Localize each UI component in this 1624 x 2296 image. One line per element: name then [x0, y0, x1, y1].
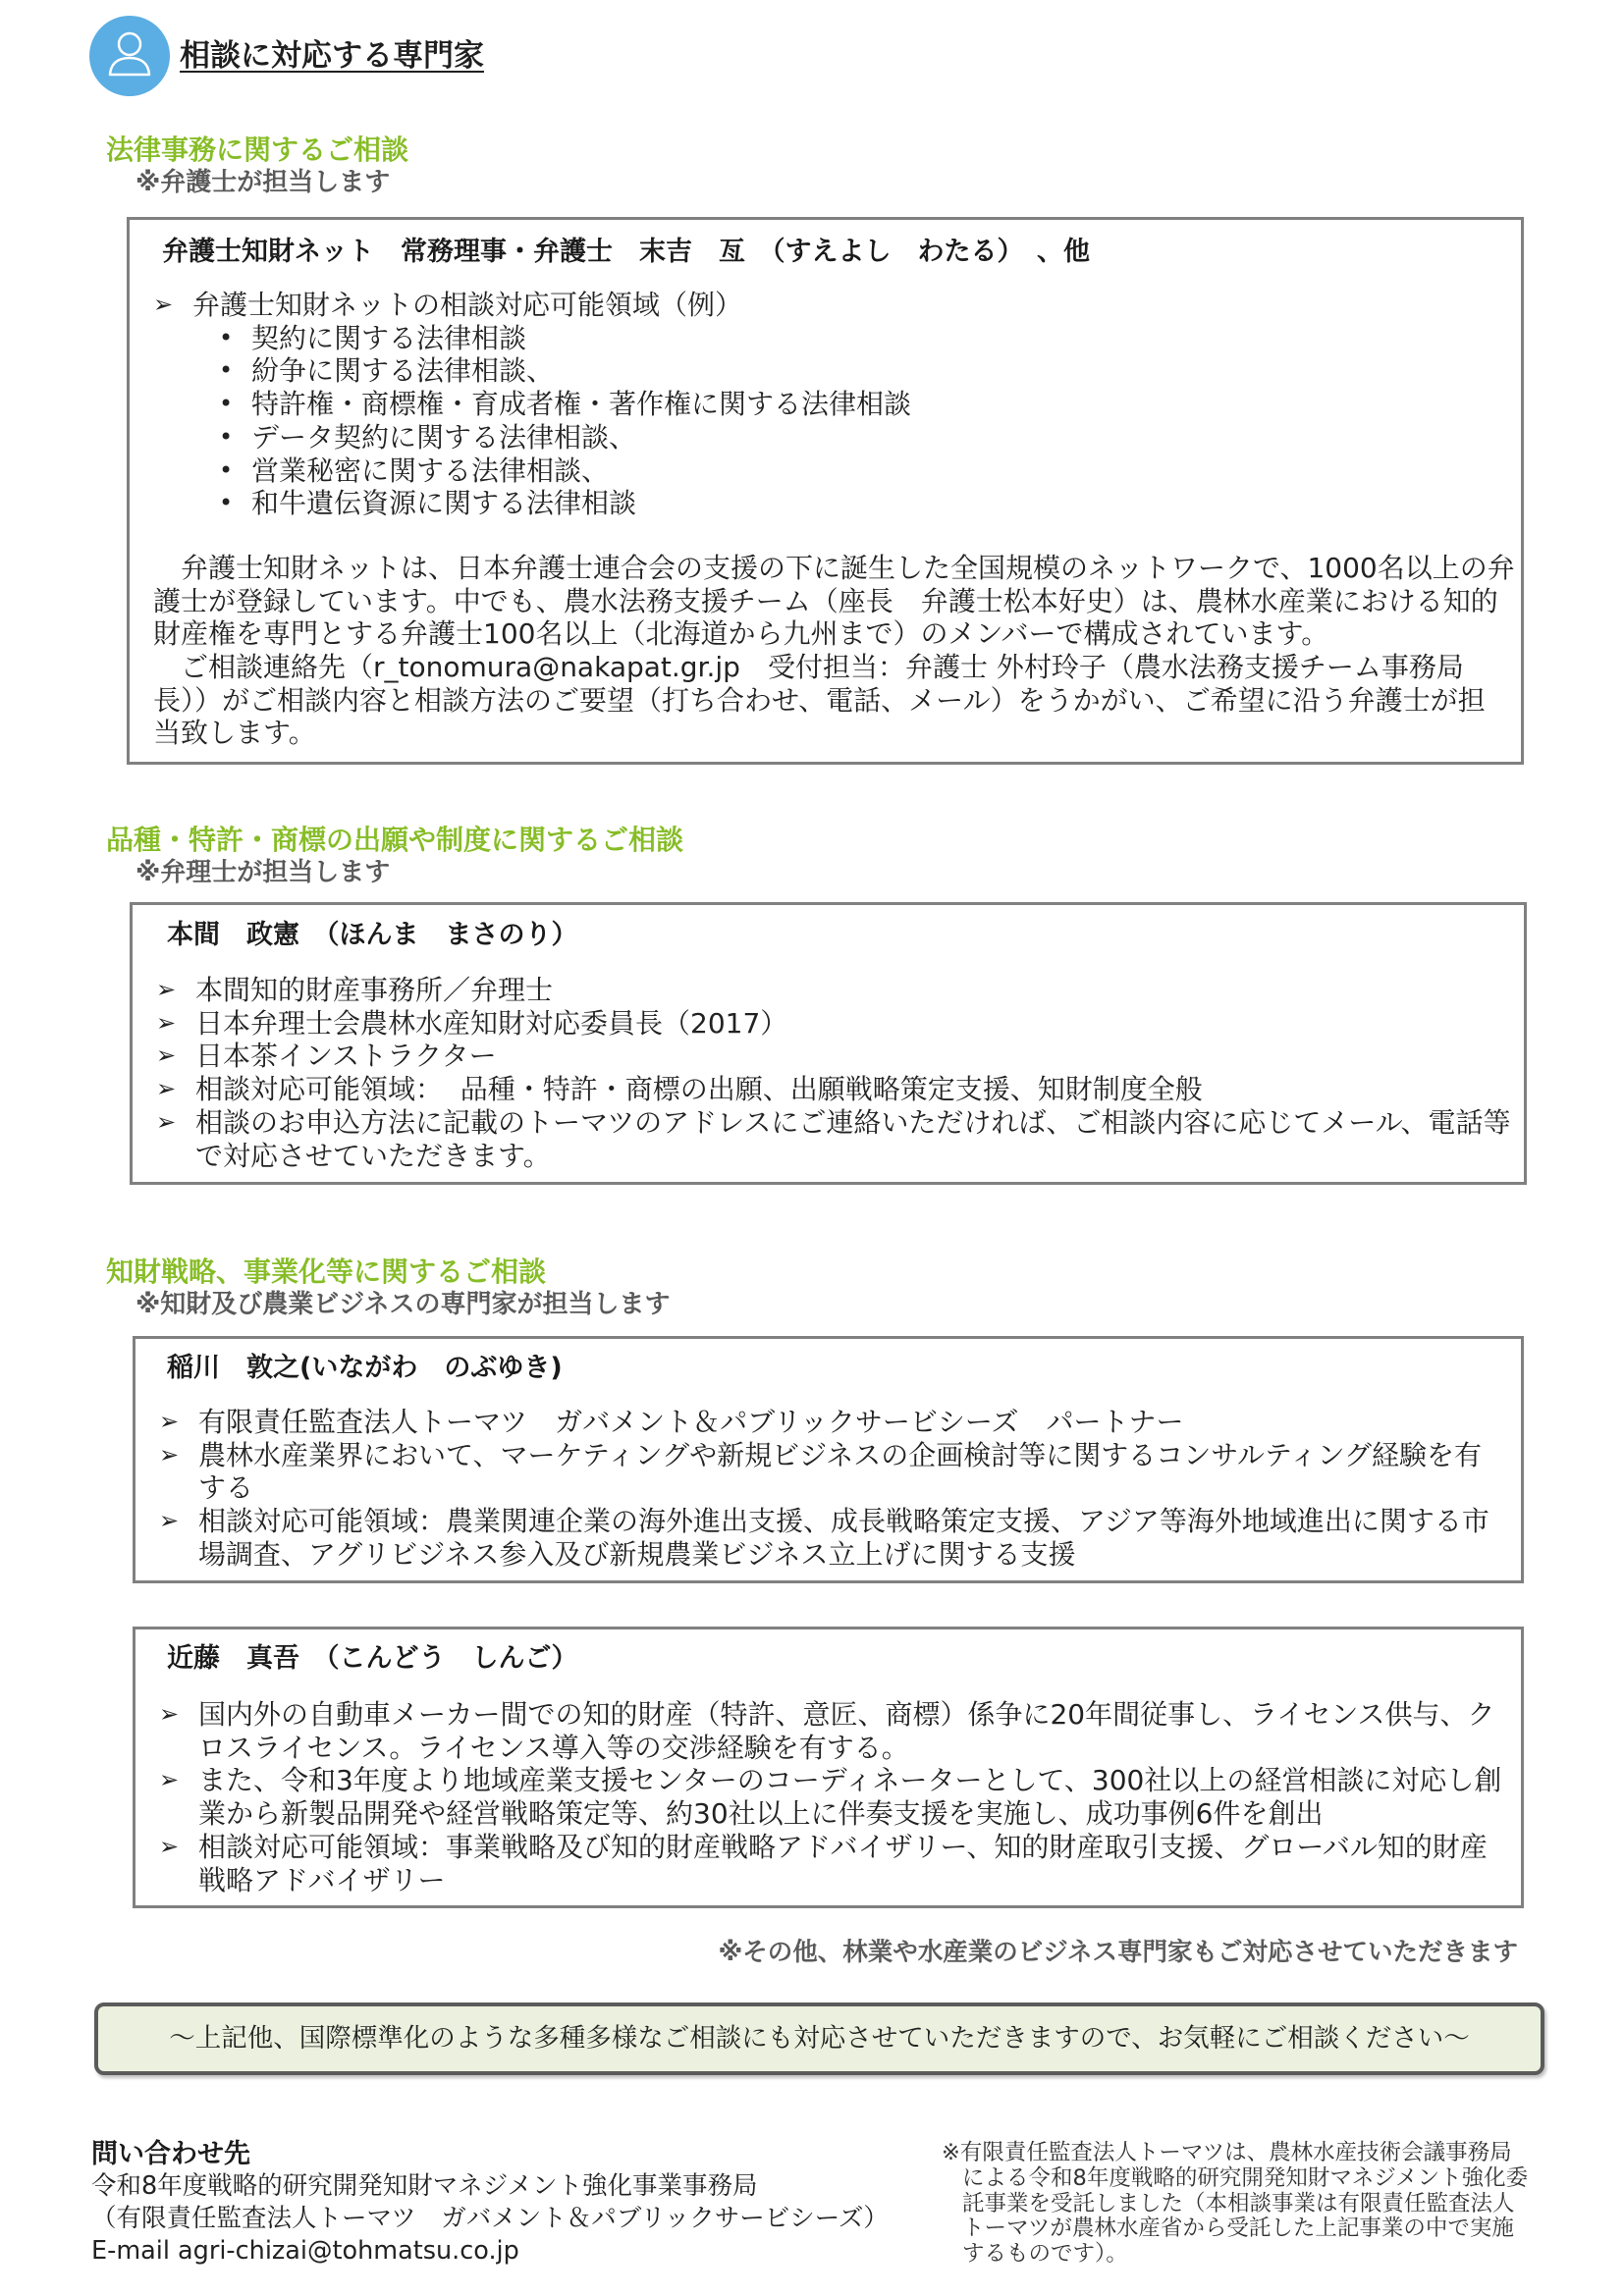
dot-bullet-icon: [219, 454, 239, 488]
list-item-text: 日本弁理士会農林水産知財対応委員長（2017）: [195, 1006, 788, 1040]
point-list: [159, 1406, 1521, 1572]
contact-email: E-mail agri-chizai@tohmatsu.co.jp: [91, 2236, 519, 2266]
sub-list-item: [219, 354, 1521, 388]
arrow-bullet-icon: [159, 1698, 192, 1732]
footnote-line: するものです）。: [962, 2241, 1128, 2268]
expert-card-lawyers: [127, 217, 1524, 765]
paragraph-line: 財産権を専門とする弁護士100名以上（北海道から九州まで）のメンバーで構成されています。: [153, 617, 1329, 651]
footnote-line: による令和8年度戦略的研究開発知財マネジメント強化委: [962, 2164, 1529, 2191]
arrow-bullet-icon: [159, 1439, 192, 1472]
person-icon: [89, 16, 170, 96]
point-list: [159, 1698, 1521, 1896]
list-item-text: また、令和3年度より地域産業支援センターのコーディネーターとして、300社以上の経営相談に対応し創: [198, 1764, 1502, 1797]
list-item: [153, 289, 1521, 322]
sub-list-item: [219, 487, 1521, 520]
section-heading-strategy: 知財戦略、事業化等に関するご相談: [106, 1255, 547, 1288]
invitation-banner: [94, 2002, 1544, 2075]
arrow-bullet-icon: [159, 1764, 192, 1797]
section-note-strategy: ※知財及び農業ビジネスの専門家が担当します: [135, 1290, 671, 1319]
sub-list-item-text: 営業秘密に関する法律相談、: [251, 454, 610, 487]
sub-list-item-text: 特許権・商標権・育成者権・著作権に関する法律相談: [251, 388, 912, 421]
contact-block: [91, 2138, 889, 2268]
list-item-text: 場調査、アグリビジネス参入及び新規農業ビジネス立上げに関する支援: [198, 1537, 1076, 1571]
description-paragraph: [153, 552, 1521, 750]
arrow-bullet-icon: [156, 1007, 189, 1041]
list-item: [156, 974, 1524, 1007]
arrow-bullet-icon: [156, 1040, 189, 1073]
list-item: [156, 1007, 1524, 1041]
list-item-text: 相談のお申込方法に記載のトーマツのアドレスにご連絡いただければ、ご相談内容に応じてメール、電話等: [195, 1105, 1511, 1139]
section-note-patent: ※弁理士が担当します: [135, 858, 391, 887]
arrow-bullet-icon: [159, 1406, 192, 1439]
banner-text: ～上記他、国際標準化のような多種多様なご相談にも対応させていただきますので、お気軽にご相談ください～: [169, 2023, 1470, 2054]
footnote: [942, 2141, 1528, 2268]
expert-card-inagawa: [133, 1336, 1524, 1583]
section-heading-patent: 品種・特許・商標の出願や制度に関するご相談: [106, 824, 684, 856]
page-title: 相談に対応する専門家: [180, 38, 484, 74]
point-list: [156, 974, 1524, 1172]
list-item-text: 有限責任監査法人トーマツ ガバメント＆パブリックサービシーズ パートナー: [198, 1406, 1184, 1438]
sub-list-item-text: 和牛遺伝資源に関する法律相談: [251, 487, 637, 520]
expert-name: 本間 政憲 （ほんま まさのり）: [167, 920, 578, 950]
arrow-bullet-icon: [156, 1106, 189, 1140]
list-item: [159, 1406, 1521, 1439]
sub-list-item: [219, 454, 1521, 488]
list-item-text: 相談対応可能領域：農業関連企業の海外進出支援、成長戦略策定支援、アジア等海外地域進出に関する市: [198, 1505, 1489, 1538]
list-item: [159, 1831, 1521, 1896]
contact-heading: 問い合わせ先: [91, 2139, 250, 2169]
expert-name: 近藤 真吾 （こんどう しんご）: [167, 1643, 578, 1674]
dot-bullet-icon: [219, 421, 239, 454]
paragraph-line: 護士が登録しています。中でも、農水法務支援チーム（座長 弁護士松本好史）は、農林水産業における知的: [153, 584, 1498, 617]
list-item-text: 戦略アドバイザリー: [198, 1863, 446, 1896]
list-item-text: ロスライセンス。ライセンス導入等の交渉経験を有する。: [198, 1731, 909, 1764]
list-item: [156, 1073, 1524, 1106]
other-experts-note: ※その他、林業や水産業のビジネス専門家もご対応させていただきます: [718, 1938, 1518, 1967]
list-item-text: 相談対応可能領域： 品種・特許・商標の出願、出願戦略策定支援、知財制度全般: [195, 1073, 1203, 1106]
sub-list: [153, 322, 1521, 520]
dot-bullet-icon: [219, 388, 239, 421]
list-item: [159, 1505, 1521, 1571]
list-item-text: 本間知的財産事務所／弁理士: [195, 974, 554, 1006]
list-item-text: 弁護士知財ネットの相談対応可能領域（例）: [192, 289, 743, 321]
expert-name: 稲川 敦之(いながわ のぶゆき): [167, 1353, 563, 1383]
sub-list-item: [219, 388, 1521, 421]
expert-card-kondo: [133, 1627, 1524, 1908]
arrow-bullet-icon: [159, 1831, 192, 1864]
paragraph-line: ご相談連絡先（r_tonomura@nakapat.gr.jp 受付担当：弁護士 外村玲子（農水法務支援チーム事務局: [153, 651, 1464, 684]
paragraph-line: 当致します。: [153, 717, 316, 750]
arrow-bullet-icon: [159, 1505, 192, 1538]
section-heading-legal: 法律事務に関するご相談: [106, 133, 409, 166]
list-item-text: 国内外の自動車メーカー間での知的財産（特許、意匠、商標）係争に20年間従事し、ライセンス供与、ク: [198, 1698, 1495, 1731]
list-item: [156, 1040, 1524, 1073]
footnote-line: ※有限責任監査法人トーマツは、農林水産技術会議事務局: [942, 2140, 1512, 2165]
sub-list-item-text: 紛争に関する法律相談、: [251, 354, 555, 388]
arrow-bullet-icon: [153, 289, 187, 322]
sub-list-item-text: データ契約に関する法律相談、: [251, 420, 637, 454]
footnote-line: 託事業を受託しました（本相談事業は有限責任監査法人: [962, 2190, 1515, 2216]
contact-office: 令和8年度戦略的研究開発知財マネジメント強化事業事務局: [91, 2171, 758, 2201]
dot-bullet-icon: [219, 354, 239, 388]
list-item: [156, 1106, 1524, 1172]
footnote-line: トーマツが農林水産省から受託した上記事業の中で実施: [962, 2216, 1514, 2242]
list-item-text: 業から新製品開発や経営戦略策定等、約30社以上に伴奏支援を実施し、成功事例6件を創出: [198, 1797, 1324, 1831]
expert-card-honma: [130, 902, 1527, 1185]
sub-list-item: [219, 322, 1521, 355]
expert-name: 弁護士知財ネット 常務理事・弁護士 末吉 亙 （すえよし わたる） 、他: [162, 237, 1090, 267]
list-item-text: 日本茶インストラクター: [195, 1040, 497, 1073]
list-item: [159, 1698, 1521, 1764]
list-item-text: 農林水産業界において、マーケティングや新規ビジネスの企画検討等に関するコンサルティング経験を有: [198, 1438, 1483, 1471]
arrow-bullet-icon: [156, 974, 189, 1007]
sub-list-item-text: 契約に関する法律相談: [251, 321, 527, 354]
list-item: [159, 1764, 1521, 1830]
section-note-legal: ※弁護士が担当します: [135, 168, 391, 197]
dot-bullet-icon: [219, 322, 239, 355]
list-item-text: で対応させていただきます。: [195, 1139, 551, 1172]
paragraph-line: 長））がご相談内容と相談方法のご要望（打ち合わせ、電話、メール）をうかがい、ご希望に沿う弁護士が担: [153, 683, 1486, 717]
list-item-text: する: [198, 1471, 254, 1505]
sub-list-item: [219, 421, 1521, 454]
list-item: [159, 1439, 1521, 1505]
paragraph-line: 弁護士知財ネットは、日本弁護士連合会の支援の下に誕生した全国規模のネットワークで、1000名以上の弁: [153, 551, 1515, 584]
contact-organization: （有限責任監査法人トーマツ ガバメント＆パブリックサービシーズ）: [91, 2204, 889, 2233]
list-item-text: 相談対応可能領域：事業戦略及び知的財産戦略アドバイザリー、知的財産取引支援、グローバル知的財産: [198, 1830, 1488, 1863]
arrow-bullet-icon: [156, 1073, 189, 1106]
dot-bullet-icon: [219, 487, 239, 520]
